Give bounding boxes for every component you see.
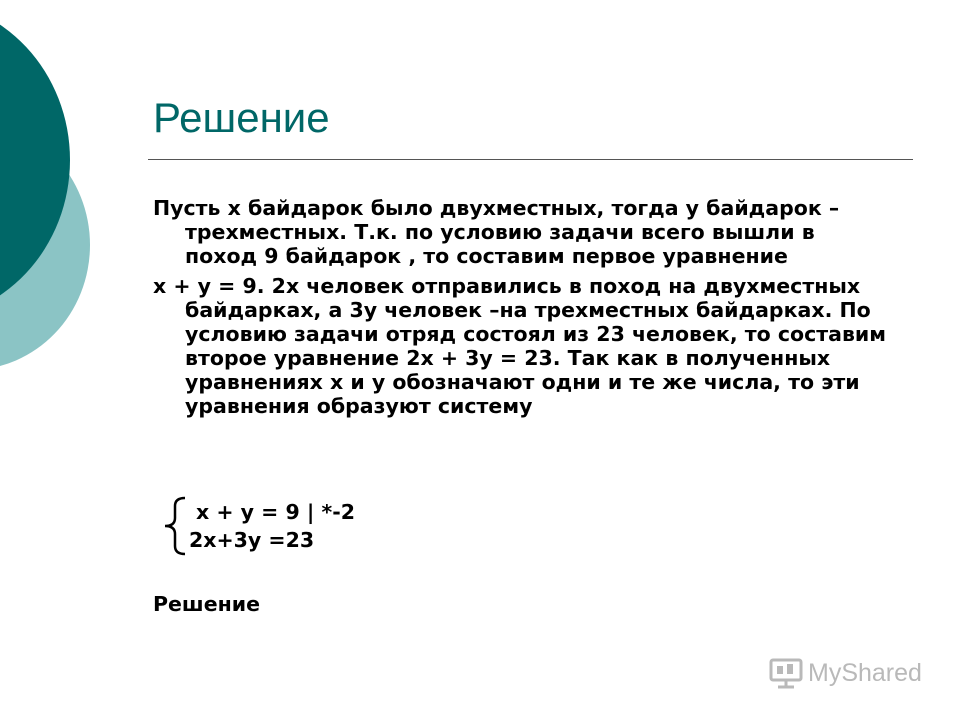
equation-1: х + у = 9 | *-2 <box>196 500 356 524</box>
slide-title: Решение <box>153 94 330 141</box>
paragraph: х + у = 9. 2х человек отправились в поход на двухместных байдарках, а 3у человек –на трехместных байдарках. По условию задачи отряд состоял из 23 человек, то составим второе уравнение 2х + 3у = 23. Так как в полученных уравнениях х и у обозначают одни и те же числа, то эти уравнения образуют систему <box>153 274 887 418</box>
curly-brace-icon <box>145 496 189 556</box>
solution-label: Решение <box>153 592 261 616</box>
watermark-text: MyShared <box>808 659 922 687</box>
myshared-logo-icon <box>768 656 804 690</box>
watermark <box>768 656 928 692</box>
paragraph: Пусть х байдарок было двухместных, тогда у байдарок – трехместных. Т.к. по условию задачи всего вышли в поход 9 байдарок , то составим первое уравнение <box>153 196 840 268</box>
equation-2: 2х+3у =23 <box>189 528 315 552</box>
equation-system <box>145 496 545 556</box>
slide-body <box>153 196 888 424</box>
title-divider <box>148 159 913 160</box>
